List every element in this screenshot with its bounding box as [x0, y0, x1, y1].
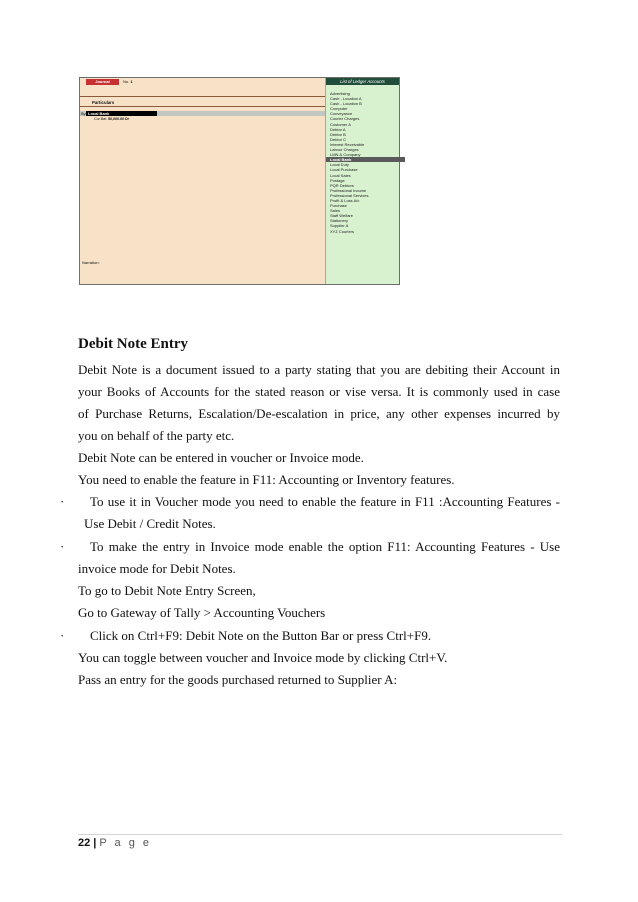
divider [80, 106, 325, 107]
ledger-item[interactable]: Cash - Location A [330, 96, 362, 102]
current-balance-value: 50,000.00 Dr [107, 117, 129, 121]
narration-label: Narration: [82, 260, 100, 265]
ledger-item[interactable]: Debtor A [330, 126, 346, 132]
ledger-item[interactable]: Stationery [330, 218, 349, 224]
particulars-header: Particulars [92, 100, 115, 105]
bullet-line: To use it in Voucher mode you need to enable the feature in F11 :Accounting Features - [90, 494, 560, 509]
page-word: P a g e [99, 837, 152, 849]
paragraph-line: Go to Gateway of Tally > Accounting Vouchers [78, 605, 326, 620]
current-balance-label: Cur Bal: [94, 117, 107, 121]
ledger-item[interactable]: Postage [330, 177, 345, 183]
by-to-tag: By [81, 111, 86, 116]
page-number: 22 [78, 837, 91, 849]
voucher-number-value: 1 [130, 79, 133, 84]
page-separator: | [93, 837, 97, 849]
paragraph-line: Pass an entry for the goods purchased returned to Supplier A: [78, 672, 398, 687]
bullet-line: Use Debit / Credit Notes. [84, 516, 216, 531]
voucher-header-bar [80, 78, 325, 86]
current-balance [94, 117, 129, 121]
paragraph-line: Debit Note can be entered in voucher or Invoice mode. [78, 450, 364, 465]
footer-rule [78, 834, 562, 835]
ledger-item[interactable]: PQR Debtors [330, 182, 354, 188]
ledger-item[interactable]: Debtor B [330, 131, 346, 137]
voucher-entry-panel [80, 78, 325, 284]
bullet-marker: · [60, 539, 65, 554]
ledger-item[interactable]: Professional Services [330, 192, 369, 198]
ledger-entry-row[interactable] [80, 111, 325, 116]
bullet-line: Click on Ctrl+F9: Debit Note on the Button Bar or press Ctrl+F9. [90, 628, 432, 643]
section-title: Debit Note Entry [78, 336, 188, 352]
ledger-item[interactable]: Courier Charges [330, 116, 360, 122]
voucher-number-label: No. [123, 79, 130, 84]
ledger-item[interactable]: Advertising [330, 91, 350, 96]
ledger-item[interactable]: Interest Receivable [330, 141, 365, 147]
ledger-item[interactable]: Conveyance [330, 111, 353, 117]
paragraph-line: Debit Note is a document issued to a party stating that you are debiting their Account in [78, 362, 560, 377]
ledger-item[interactable]: Professional Income [330, 187, 367, 193]
ledger-item[interactable]: Cash - Location B [330, 101, 362, 107]
page-footer [78, 837, 152, 849]
bullet-marker: · [60, 628, 65, 643]
ledger-item[interactable]: Computer [330, 106, 348, 112]
ledger-item[interactable]: Labour Charges [330, 147, 359, 153]
paragraph-line: you on behalf of the party etc. [78, 428, 235, 443]
ledger-list-title: List of Ledger Accounts [326, 78, 399, 85]
ledger-item[interactable]: LMN & Company [330, 152, 361, 158]
paragraph-line: To go to Debit Note Entry Screen, [78, 583, 256, 598]
ledger-item[interactable]: Local Purchase [330, 167, 358, 173]
ledger-item[interactable]: Profit & Loss A/c [330, 197, 360, 203]
paragraph-line: You need to enable the feature in F11: Accounting or Inventory features. [78, 472, 455, 487]
bullet-marker: · [60, 494, 65, 509]
voucher-number [123, 79, 133, 85]
ledger-list-panel [325, 78, 399, 284]
paragraph-line: You can toggle between voucher and Invoice mode by clicking Ctrl+V. [78, 650, 448, 665]
ledger-item[interactable]: Debtor C [330, 136, 347, 142]
ledger-item-selected[interactable]: Local Bank [326, 157, 405, 162]
ledger-item[interactable]: Customer A [330, 121, 351, 127]
paragraph-line: your Books of Accounts for the stated reason or vise versa. It is commonly used in case [78, 384, 560, 399]
ledger-item[interactable]: Local Sales [330, 172, 351, 178]
ledger-item[interactable]: Sales [330, 208, 341, 214]
voucher-type-label: Journal [86, 79, 119, 85]
ledger-item[interactable]: Supplier A [330, 223, 349, 229]
ledger-item[interactable]: Local Duty [330, 162, 349, 168]
selected-ledger-field[interactable]: Local Bank [86, 111, 157, 116]
ledger-list [329, 91, 400, 234]
bullet-line: To make the entry in Invoice mode enable the option F11: Accounting Features - Use [90, 539, 560, 554]
divider [80, 96, 325, 97]
ledger-item[interactable]: Purchase [330, 203, 347, 209]
ledger-item[interactable]: XYZ Couriers [330, 228, 355, 234]
ledger-item[interactable]: Staff Welfare [330, 213, 353, 219]
paragraph-line: of Purchase Returns, Escalation/De-escalation in price, any other expenses incurred by [78, 406, 560, 421]
tally-screenshot [79, 77, 400, 285]
bullet-line: invoice mode for Debit Notes. [78, 561, 236, 576]
